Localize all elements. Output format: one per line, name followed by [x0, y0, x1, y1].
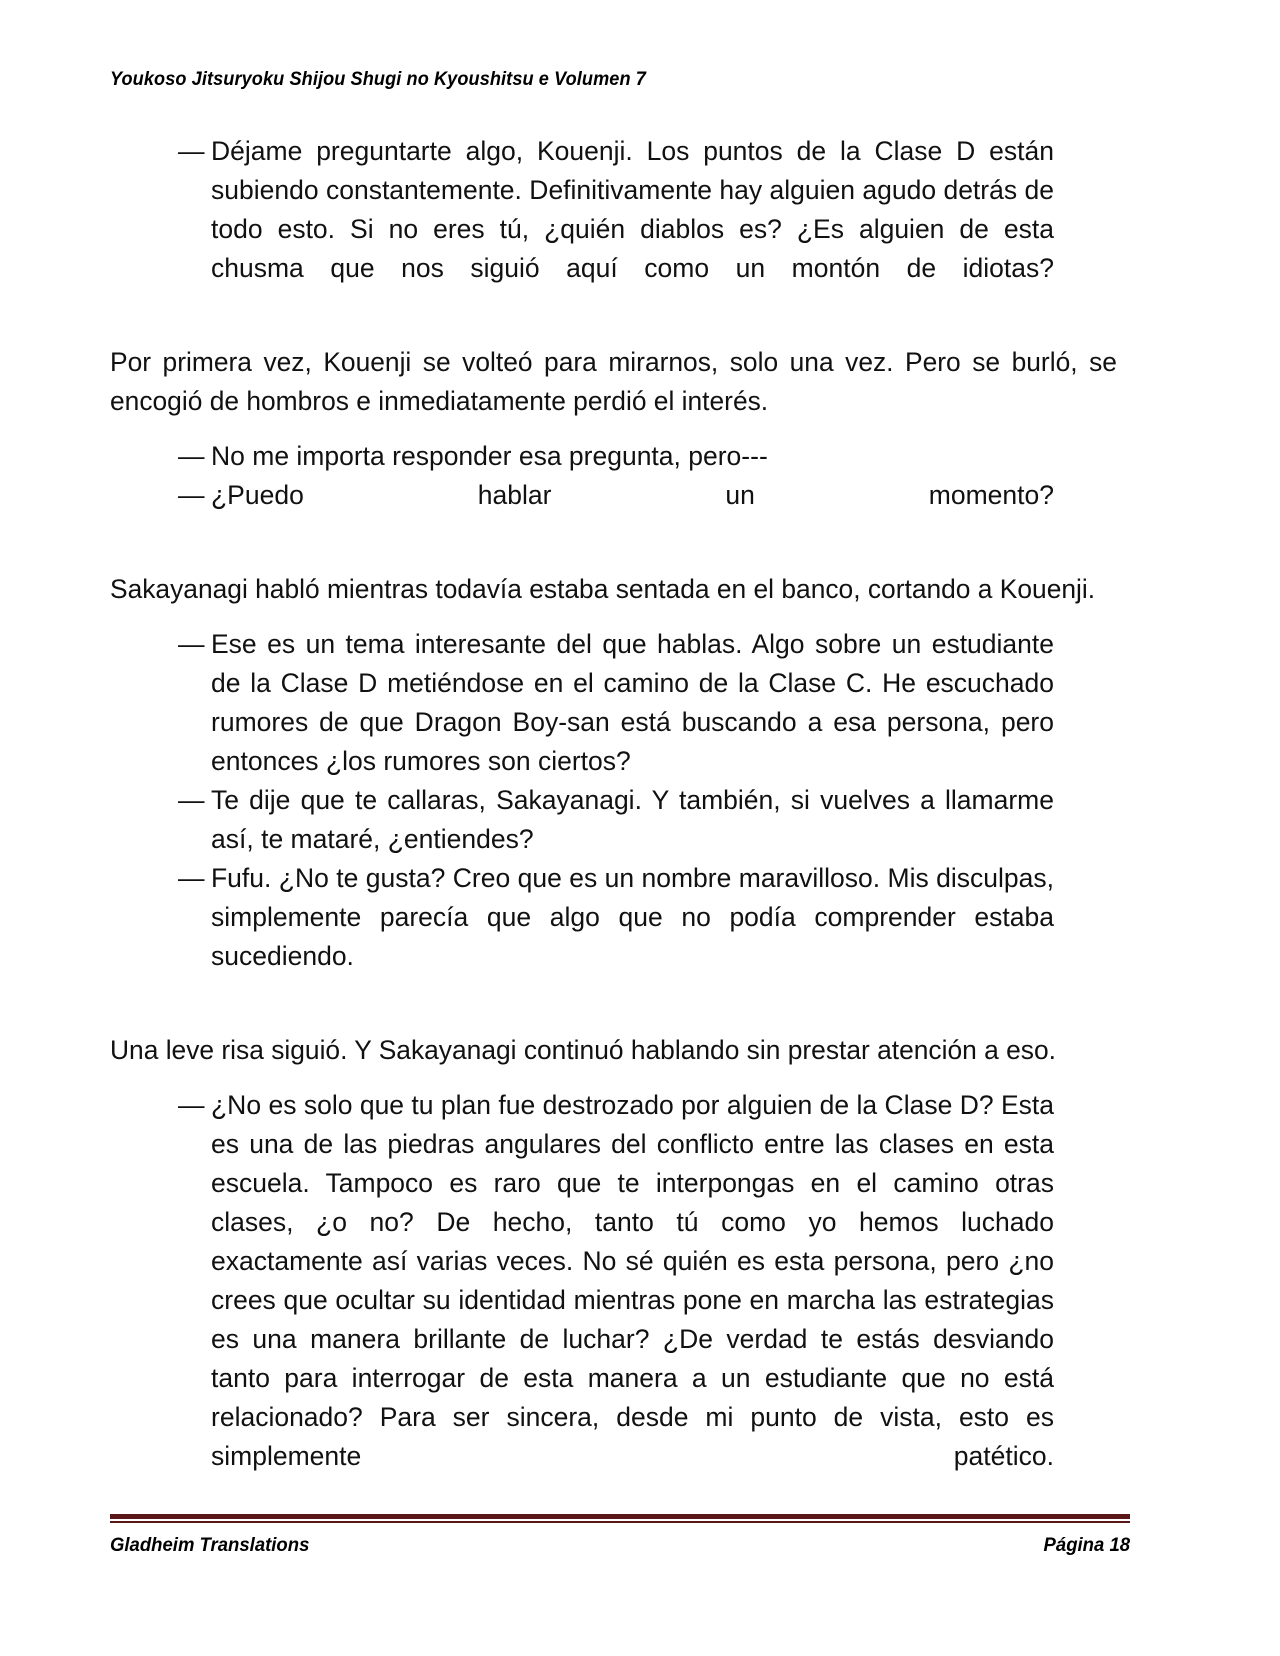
header-title: Youkoso Jitsuryoku Shijou Shugi no Kyoushitsu e Volumen 7 — [110, 68, 646, 90]
footer-page-number: Página 18 — [1043, 1534, 1130, 1556]
em-dash-marker: — — [178, 863, 205, 893]
dialogue-line — [178, 476, 1054, 554]
dialogue-line — [178, 1086, 1054, 1515]
em-dash-marker: — — [178, 1090, 205, 1120]
em-dash-marker: — — [178, 136, 205, 166]
page-footer — [110, 1514, 1130, 1557]
dialogue-text: ¿Puedo hablar un momento? — [211, 480, 1054, 510]
narration-paragraph: Sakayanagi habló mientras todavía estaba sentada en el banco, cortando a Kouenji. — [110, 574, 1096, 604]
narration-paragraph: Por primera vez, Kouenji se volteó para mirarnos, solo una vez. Pero se burló, se encogió de hombros e inmediatamente perdió el interés. — [110, 347, 1117, 416]
em-dash-marker: — — [178, 441, 205, 471]
dialogue-text: Déjame preguntarte algo, Kouenji. Los puntos de la Clase D están subiendo constantemente. Definitivamente hay alguien agudo detrás de todo esto. Si no eres tú, ¿quién diablos es? ¿Es alguien de esta chusma que nos siguió aquí como un montón de idiotas? — [211, 136, 1054, 283]
dialogue-text: No me importa responder esa pregunta, pero--- — [211, 441, 768, 471]
em-dash-marker: — — [178, 480, 205, 510]
dialogue-text: ¿No es solo que tu plan fue destrozado por alguien de la Clase D? Esta es una de las piedras angulares del conflicto entre las clases en esta escuela. Tampoco es raro que te interpongas en el camino otras clases, ¿o no? De hecho, tanto tú como yo hemos luchado exactamente así varias veces. No sé quién es esta persona, pero ¿no crees que ocultar su identidad mientras pone en marcha las estrategias es una manera brillante de luchar? ¿De verdad te estás desviando tanto para interrogar de esta manera a un estudiante que no está relacionado? Para ser sincera, desde mi punto de vista, esto es simplemente patético. — [211, 1090, 1054, 1471]
em-dash-marker: — — [178, 629, 205, 659]
dialogue-line — [178, 859, 1054, 1015]
footer-translator-credit: Gladheim Translations — [110, 1534, 310, 1556]
dialogue-text: Ese es un tema interesante del que hablas. Algo sobre un estudiante de la Clase D metiéndose en el camino de la Clase C. He escuchado rumores de que Dragon Boy-san está buscando a esa persona, pero entonces ¿los rumores son ciertos? — [211, 629, 1054, 776]
dialogue-line — [178, 781, 1054, 859]
dialogue-line — [178, 625, 1054, 781]
narration-paragraph: Una leve risa siguió. Y Sakayanagi continuó hablando sin prestar atención a eso. — [110, 1035, 1056, 1065]
dialogue-line — [178, 132, 1054, 327]
dialogue-block — [110, 1086, 1054, 1515]
footer-row — [110, 1534, 1130, 1557]
header-divider — [110, 96, 1130, 97]
dialogue-block — [110, 437, 1054, 554]
dialogue-block — [110, 625, 1054, 1015]
dialogue-text: Te dije que te callaras, Sakayanagi. Y también, si vuelves a llamarme así, te mataré, ¿entiendes? — [211, 785, 1054, 854]
em-dash-marker: — — [178, 785, 205, 815]
document-body — [110, 132, 1122, 1531]
page-header — [110, 68, 1130, 97]
dialogue-block — [110, 132, 1054, 327]
dialogue-line — [178, 437, 1054, 476]
dialogue-text: Fufu. ¿No te gusta? Creo que es un nombre maravilloso. Mis disculpas, simplemente parecía que algo que no podía comprender estaba sucediendo. — [211, 863, 1054, 971]
footer-divider-thin — [110, 1521, 1130, 1523]
